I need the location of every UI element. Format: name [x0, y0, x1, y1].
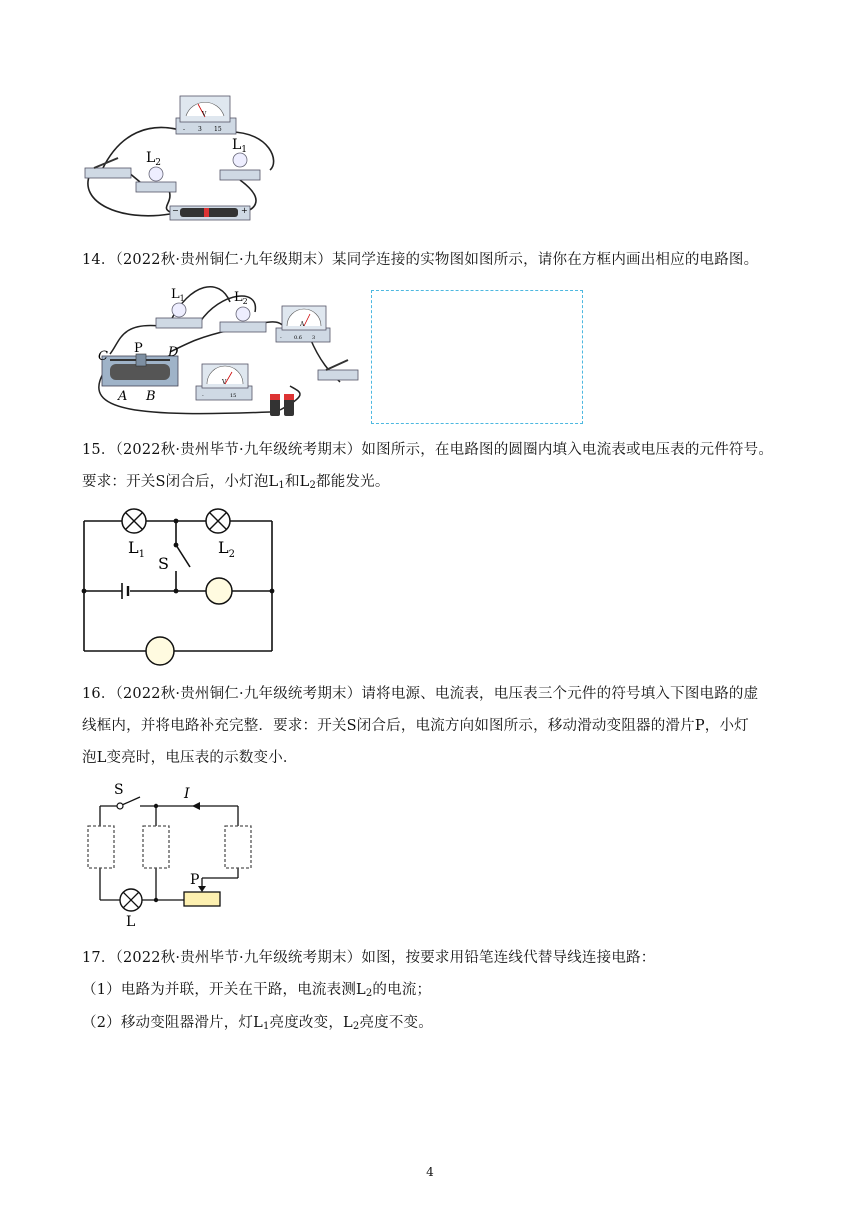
voltmeter14-term-15: 15	[230, 393, 237, 399]
rheostat-c: C	[98, 349, 108, 364]
switch-s-label: S	[158, 554, 169, 573]
fig14-lamp-l2: $L_2$	[234, 290, 248, 306]
question-14: 14．（2022秋·贵州铜仁·九年级期末）某同学连接的实物图如图所示，请你在方框内画出相应的电路图。	[82, 252, 759, 268]
meter-circle-middle[interactable]	[206, 578, 232, 604]
fig16-switch-label: S	[114, 782, 124, 798]
ammeter-term-06: 0.6	[294, 335, 302, 341]
meter-circle-bottom[interactable]	[146, 637, 174, 665]
meter-terminal-15: 15	[214, 126, 222, 133]
current-direction-label: I	[184, 786, 190, 802]
svg-text:L1: $L_1$	[128, 538, 145, 560]
meter-terminal-3: 3	[198, 126, 202, 133]
question-16-line3: 泡L变亮时，电压表的示数变小．	[82, 750, 298, 766]
ammeter-term-neg: -	[280, 335, 282, 341]
ammeter-symbol: A	[300, 321, 305, 328]
figure-14-apparatus	[80, 282, 365, 424]
svg-text:L2: $L_2$	[218, 538, 235, 560]
answer-box-dashed[interactable]	[371, 290, 583, 424]
dashed-box-left[interactable]	[88, 826, 114, 868]
meter-terminal-neg: -	[183, 126, 186, 133]
dashed-box-middle[interactable]	[143, 826, 169, 868]
figure-13-apparatus	[80, 92, 290, 232]
dashed-box-right[interactable]	[225, 826, 251, 868]
question-15-line1: 15．（2022秋·贵州毕节·九年级统考期末）如图所示，在电路图的圆圈内填入电流表或电压表的元件符号。	[82, 442, 774, 458]
fig14-lamp-l1: $L_1$	[171, 287, 185, 303]
question-17-line3: （2）移动变阻器滑片，灯$L_1$亮度改变，$L_2$亮度不变。	[82, 1015, 433, 1032]
lamp-l1-label: $L_1$	[232, 137, 248, 155]
battery-neg: −	[172, 206, 179, 215]
lamp-l-label: L	[126, 914, 136, 930]
question-17-line2: （1）电路为并联，开关在干路，电流表测$L_2$的电流；	[82, 982, 432, 999]
figure-16-circuit	[80, 780, 270, 930]
slider-p-label: P	[190, 872, 200, 888]
lamp-l2-label: $L_2$	[146, 150, 162, 168]
question-16-line1: 16．（2022秋·贵州铜仁·九年级统考期末）请将电源、电流表，电压表三个元件的符号填入下图电路的虚	[82, 686, 759, 702]
lamp-l-symbol	[120, 889, 142, 911]
voltmeter14-symbol: V	[222, 379, 227, 386]
lamp-l1-symbol	[122, 509, 146, 533]
rheostat-symbol	[184, 892, 220, 906]
rheostat-d: D	[168, 345, 179, 360]
question-17-line1: 17．（2022秋·贵州毕节·九年级统考期末）如图，按要求用铅笔连线代替导线连接电路：	[82, 950, 656, 966]
page-number: 4	[426, 1165, 434, 1179]
voltmeter-symbol: V	[202, 111, 207, 118]
rheostat-p: P	[134, 341, 143, 356]
ammeter-term-3: 3	[312, 335, 316, 341]
question-16-line2: 线框内，并将电路补充完整．要求：开关S闭合后，电流方向如图所示，移动滑动变阻器的滑片P，小灯	[82, 718, 749, 734]
rheostat-a: A	[118, 389, 128, 404]
lamp-l2-symbol	[206, 509, 230, 533]
question-15-line2: 要求：开关S闭合后，小灯泡$L_1$和$L_2$都能发光。	[82, 474, 390, 491]
battery-pos: +	[241, 206, 248, 215]
rheostat-b: B	[146, 389, 156, 404]
voltmeter14-term-neg: -	[202, 393, 204, 399]
figure-15-circuit	[80, 505, 280, 670]
